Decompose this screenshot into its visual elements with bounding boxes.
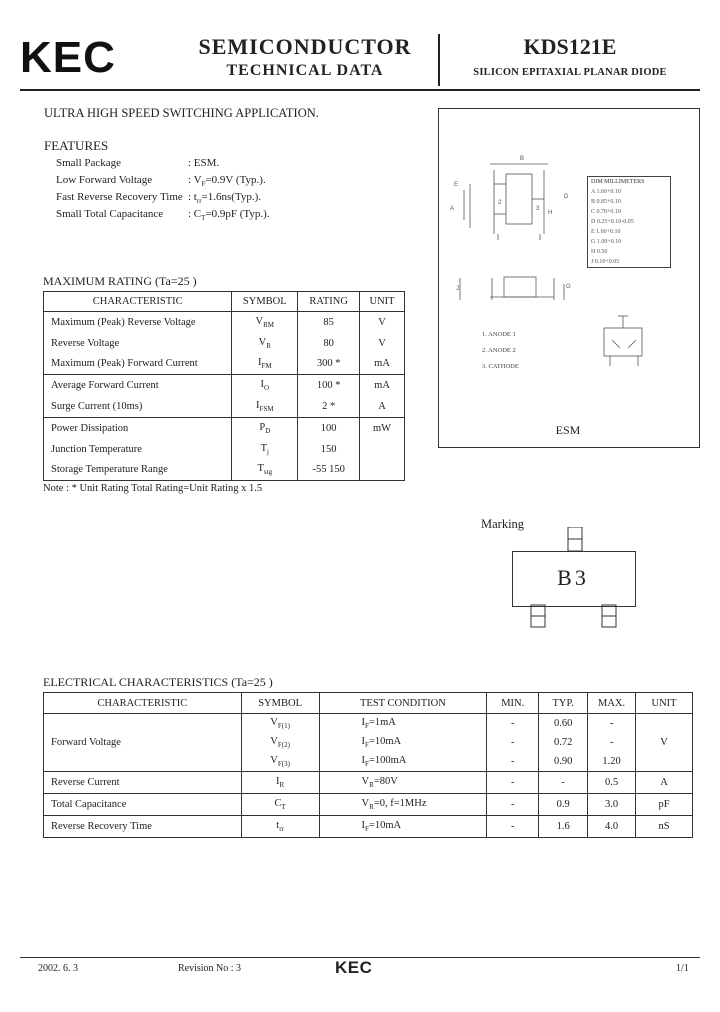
- unit-cell: mA: [360, 354, 405, 375]
- part-description: SILICON EPITAXIAL PLANAR DIODE: [473, 67, 667, 78]
- feature-label: Fast Reverse Recovery Time: [56, 191, 183, 203]
- table-row: [44, 333, 405, 354]
- symbol: I: [361, 754, 366, 766]
- rating-cell: 150: [298, 439, 360, 460]
- symbol-subscript: F(2): [277, 741, 290, 750]
- symbol-cell: [241, 794, 319, 816]
- footer-page: 1/1: [676, 963, 689, 974]
- condition-text: =100mA: [368, 754, 407, 766]
- min-cell: -: [487, 794, 539, 816]
- max-cell: 0.5: [588, 772, 636, 794]
- table-row: [44, 816, 693, 838]
- typ-cell: 0.9: [539, 794, 588, 816]
- header-divider: [438, 34, 440, 86]
- symbol-subscript: j: [267, 447, 269, 456]
- rating-cell: 2 *: [298, 396, 360, 417]
- condition-cell: [319, 794, 487, 816]
- col-header: UNIT: [636, 693, 693, 714]
- typ-cell: 0.72: [539, 733, 588, 752]
- table-row: [44, 772, 693, 794]
- unit-cell: mA: [360, 375, 405, 396]
- part-number: KDS121E: [523, 34, 617, 59]
- unit-cell: pF: [636, 794, 693, 816]
- unit-cell: V: [360, 312, 405, 333]
- unit-cell: A: [360, 396, 405, 417]
- svg-text:B: B: [520, 156, 525, 162]
- symbol: V: [270, 735, 278, 747]
- symbol: I: [276, 775, 280, 787]
- characteristic-cell: Reverse Voltage: [51, 337, 120, 349]
- feature-value-sub: T: [201, 214, 206, 223]
- typ-cell: 0.60: [539, 714, 588, 734]
- symbol: I: [260, 379, 265, 391]
- max-cell: 4.0: [588, 816, 636, 838]
- symbol-cell: [232, 375, 298, 396]
- min-cell: -: [487, 714, 539, 734]
- dimension-row: G 1.00+0.10: [591, 239, 622, 245]
- package-name: ESM: [555, 423, 581, 437]
- col-header: MIN.: [487, 693, 539, 714]
- symbol-subscript: O: [264, 384, 270, 393]
- condition-cell: [319, 733, 487, 752]
- condition-cell: [319, 816, 487, 838]
- features-title: FEATURES: [44, 138, 109, 153]
- rating-cell: 80: [298, 333, 360, 354]
- feature-value: [188, 191, 261, 205]
- characteristic-cell: Surge Current (10ms): [51, 401, 143, 413]
- marking-code: B3: [557, 565, 589, 590]
- col-header: CHARACTERISTIC: [44, 693, 242, 714]
- symbol-subscript: FM: [261, 362, 272, 371]
- feature-value-post: =0.9V (Typ.).: [205, 174, 266, 186]
- condition-cell: [319, 752, 487, 772]
- symbol: V: [270, 754, 278, 766]
- characteristic-cell: Average Forward Current: [44, 375, 232, 396]
- svg-text:A: A: [450, 206, 455, 212]
- max-cell: 1.20: [588, 752, 636, 772]
- feature-value: [188, 208, 270, 222]
- symbol-subscript: F: [365, 722, 369, 731]
- unit-cell: nS: [636, 816, 693, 838]
- application-text: ULTRA HIGH SPEED SWITCHING APPLICATION.: [44, 106, 319, 120]
- feature-value-pre: : t: [188, 191, 197, 203]
- rating-cell: 100: [298, 417, 360, 438]
- symbol: t: [276, 819, 280, 831]
- symbol-subscript: R: [369, 781, 374, 790]
- condition-text: =80V: [373, 775, 398, 787]
- symbol-cell: [232, 333, 298, 354]
- svg-text:D: D: [564, 194, 569, 200]
- typ-cell: 1.6: [539, 816, 588, 838]
- svg-text:E: E: [454, 182, 459, 188]
- symbol-subscript: R: [279, 781, 285, 790]
- dimension-row: C 0.70+0.10: [591, 209, 621, 215]
- footer-revision: Revision No : 3: [178, 963, 242, 974]
- symbol-subscript: F: [365, 760, 369, 769]
- symbol-subscript: F: [365, 825, 369, 834]
- footer-logo: KEC: [335, 958, 373, 977]
- feature-value-pre: : V: [188, 174, 202, 186]
- symbol-subscript: R: [266, 341, 271, 350]
- symbol: V: [255, 315, 264, 327]
- symbol-cell: [232, 312, 298, 333]
- col-header: CHARACTERISTIC: [44, 292, 232, 312]
- feature-label: Small Total Capacitance: [56, 208, 164, 220]
- max-rating-title: MAXIMUM RATING (Ta=25 ): [43, 274, 197, 288]
- symbol-cell: [232, 396, 298, 417]
- condition-text: =0, f=1MHz: [373, 797, 427, 809]
- unit-cell: [360, 460, 405, 481]
- pin-label: 2. ANODE 2: [482, 347, 516, 354]
- symbol: I: [256, 400, 260, 412]
- min-cell: -: [487, 816, 539, 838]
- symbol-subscript: RM: [263, 320, 275, 329]
- symbol-subscript: T: [281, 803, 286, 812]
- max-cell: -: [588, 714, 636, 734]
- symbol: C: [274, 797, 282, 809]
- symbol: V: [361, 775, 370, 787]
- table-row: [44, 354, 405, 375]
- pin-label: 3. CATHODE: [482, 363, 519, 370]
- svg-text:H: H: [548, 210, 553, 216]
- dimension-row: E 1.60+0.10: [591, 229, 621, 235]
- symbol-cell: [241, 752, 319, 772]
- svg-text:3: 3: [536, 206, 540, 212]
- rating-cell: 300 *: [298, 354, 360, 375]
- dimension-header: DIM MILLIMETERS: [591, 179, 645, 185]
- header-title: SEMICONDUCTOR: [198, 34, 412, 59]
- characteristic-cell: Forward Voltage: [51, 737, 121, 748]
- rating-note: Note : * Unit Rating Total Rating=Unit Rating x 1.5: [43, 483, 263, 494]
- diode-schematic-icon: [598, 312, 648, 372]
- typ-cell: -: [539, 772, 588, 794]
- symbol: I: [257, 357, 262, 369]
- unit-cell: [360, 439, 405, 460]
- table-row: [44, 794, 693, 816]
- symbol: I: [361, 819, 366, 831]
- symbol-cell: [241, 714, 319, 734]
- svg-text:J: J: [456, 286, 459, 292]
- feature-value: [188, 157, 219, 171]
- dimension-row: B 0.85+0.10: [591, 199, 621, 205]
- header-subtitle: TECHNICAL DATA: [226, 62, 384, 79]
- symbol-subscript: F(1): [277, 722, 290, 731]
- feature-label: Small Package: [56, 157, 122, 169]
- footer-date: 2002. 6. 3: [38, 963, 78, 974]
- symbol-cell: [232, 460, 298, 481]
- package-drawing-icon: [440, 150, 590, 380]
- symbol-cell: [241, 772, 319, 794]
- electrical-title: ELECTRICAL CHARACTERISTICS (Ta=25 ): [43, 675, 273, 689]
- symbol-cell: [241, 733, 319, 752]
- feature-value-sub: F: [201, 180, 206, 189]
- symbol-subscript: F(3): [277, 760, 290, 769]
- feature-value-post: =0.9pF (Typ.).: [205, 208, 270, 220]
- feature-value-post: =1.6ns(Typ.).: [201, 191, 262, 203]
- rating-cell: 85: [298, 312, 360, 333]
- feature-value-pre: : ESM.: [188, 157, 220, 169]
- svg-text:G: G: [566, 284, 571, 290]
- symbol: V: [270, 716, 278, 728]
- symbol-cell: [232, 354, 298, 375]
- table-row: [44, 439, 405, 460]
- dimension-row: D 0.25+0.10-0.05: [591, 219, 634, 225]
- dimension-row: H 0.50: [591, 249, 608, 255]
- characteristic-cell: Maximum (Peak) Reverse Voltage: [51, 316, 196, 328]
- unit-cell: V: [360, 333, 405, 354]
- table-row: [44, 375, 405, 396]
- unit-cell: V: [636, 714, 693, 772]
- symbol: V: [258, 336, 267, 348]
- dimension-row: A 1.60+0.10: [591, 189, 621, 195]
- characteristic-cell: Storage Temperature Range: [51, 464, 168, 476]
- symbol: P: [259, 421, 266, 433]
- symbol: V: [361, 797, 370, 809]
- symbol: T: [257, 463, 264, 475]
- symbol: I: [361, 735, 366, 747]
- symbol-subscript: R: [369, 803, 374, 812]
- symbol-cell: [232, 417, 298, 438]
- col-header: UNIT: [360, 292, 405, 312]
- unit-cell: A: [636, 772, 693, 794]
- rating-cell: -55 150: [298, 460, 360, 481]
- condition-text: =10mA: [368, 819, 402, 831]
- marking-label: Marking: [481, 517, 525, 531]
- pin-label: 1. ANODE 1: [482, 331, 516, 338]
- condition-text: =1mA: [368, 716, 396, 728]
- symbol-subscript: rr: [279, 825, 284, 834]
- symbol: I: [361, 716, 366, 728]
- col-header: MAX.: [588, 693, 636, 714]
- dimension-table: [587, 176, 671, 268]
- table-row: [44, 417, 405, 438]
- col-header: TEST CONDITION: [319, 693, 487, 714]
- symbol: T: [260, 442, 268, 454]
- min-cell: -: [487, 752, 539, 772]
- rating-cell: 100 *: [298, 375, 360, 396]
- symbol-cell: [241, 816, 319, 838]
- min-cell: -: [487, 772, 539, 794]
- table-row: [44, 460, 405, 481]
- typ-cell: 0.90: [539, 752, 588, 772]
- table-row: [44, 396, 405, 417]
- characteristic-cell: Reverse Current: [44, 772, 242, 794]
- characteristic-cell: Maximum (Peak) Forward Current: [51, 358, 198, 370]
- feature-label: Low Forward Voltage: [56, 174, 153, 186]
- characteristic-cell: Power Dissipation: [44, 417, 232, 438]
- feature-value: [188, 174, 266, 188]
- condition-text: =10mA: [368, 735, 402, 747]
- symbol-subscript: F: [365, 741, 369, 750]
- condition-cell: [319, 772, 487, 794]
- symbol-cell: [232, 439, 298, 460]
- characteristic-cell: Reverse Recovery Time: [44, 816, 242, 838]
- max-rating-table: [43, 291, 405, 481]
- dimension-row: J 0.10+0.05: [591, 259, 620, 265]
- electrical-table: [43, 692, 693, 838]
- col-header: SYMBOL: [232, 292, 298, 312]
- condition-cell: [319, 714, 487, 734]
- col-header: SYMBOL: [241, 693, 319, 714]
- col-header: TYP.: [539, 693, 588, 714]
- feature-value-sub: rr: [196, 197, 202, 206]
- symbol-subscript: FSM: [259, 405, 274, 414]
- svg-text:2: 2: [498, 200, 502, 206]
- feature-value-pre: : C: [188, 208, 202, 220]
- characteristic-cell: Junction Temperature: [51, 443, 142, 455]
- unit-cell: mW: [360, 417, 405, 438]
- max-cell: -: [588, 733, 636, 752]
- kec-logo: KEC: [20, 33, 116, 82]
- col-header: RATING: [298, 292, 360, 312]
- max-cell: 3.0: [588, 794, 636, 816]
- table-row: [44, 714, 693, 734]
- characteristic-cell: Total Capacitance: [44, 794, 242, 816]
- symbol-subscript: stg: [263, 468, 273, 477]
- header-rule: [20, 89, 700, 91]
- min-cell: -: [487, 733, 539, 752]
- table-row: [44, 312, 405, 333]
- symbol-subscript: D: [265, 426, 271, 435]
